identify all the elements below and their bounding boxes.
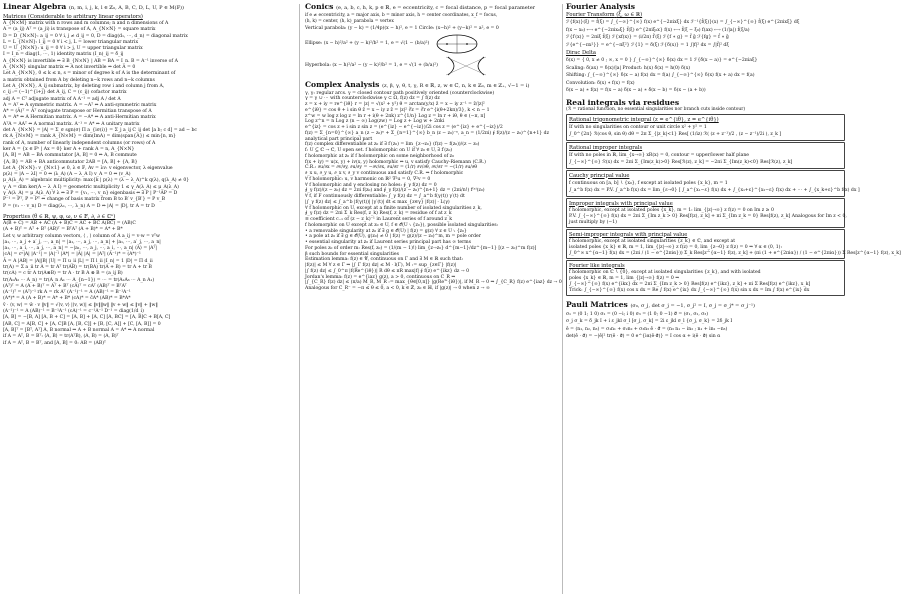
complex-line: z^w = w log z log z = ln r + i(θ + 2πk) z^{1/n} Log z = ln r + iθ, θ ∈ (−π, π] bbox=[305, 113, 486, 119]
complex-line: |f(z)| ≤ M ∀ z ∈ Γ ⇒ |∫_Γ f(z) dz| ≤ M · l(Γ), M := sup_{z∈Γ} |f(z)| bbox=[305, 263, 457, 268]
complex-line: |∫_{C_R} f(z) dz| ≤ (π/a) M_R, M_R := max_{θ∈[0,π]} |g(Re^{iθ})|, if M_R → 0 ⇒ ∫_{C_R} f(z) e^{iaz} dz → 0 bbox=[305, 280, 562, 286]
fourier-like-line: poles {x_k} ∈ ℝ, m = 1, lim_{|z|→∞} f(z) = 0 ⇒ bbox=[569, 275, 680, 281]
semi-line: f holomorphic, except at isolated singularities {z_k} ∈ ℂ, and except at bbox=[569, 238, 736, 244]
real-integrals-title: Real integrals via residues bbox=[566, 97, 680, 107]
semi-list bbox=[569, 238, 901, 257]
ellipse-diagram bbox=[435, 33, 479, 55]
complex-line: |∫_γ f(z) dz| ≤ ∫_a^b |f(γ(t))| |γ′(t)| dt ≤ max_{z∈γ} |f(z)| · L(γ) bbox=[305, 199, 450, 205]
conics-list bbox=[305, 25, 560, 33]
column-linear-algebra bbox=[3, 2, 293, 597]
box-trig bbox=[566, 114, 845, 141]
dirac-line: δ(x − a) ∗ f(x) = f(x − a) δ(x − a) ∗ δ(x − b) = δ(x − (a + b)) bbox=[566, 88, 706, 93]
matrices-list bbox=[3, 21, 293, 210]
properties-line: |cA| = cⁿ|A| |A⁻¹| = |A|⁻¹ |A*| = |Ā| |A| = |Aᵀ| (A⁻¹)* = (A*)⁻¹ bbox=[3, 252, 141, 258]
properties-list bbox=[3, 221, 293, 347]
properties-line: [A, B] = −[B, A] [A, B + C] = [A, B] + [A, C] [A, BC] = [A, B]C + B[A, C] bbox=[3, 315, 171, 321]
complex-line: e^{iz} = cos z + i sin z sin z = (e^{iz} − e^{−iz})/2i cos z = (e^{iz} + e^{−iz})/2 bbox=[305, 125, 503, 130]
complex-line: f: U ⊆ ℂ → ℂ, U open set. f holomorphic on U if ∀ z₀ ∈ U, ∃ f′(z₀) bbox=[305, 148, 453, 153]
complex-title: Complex Analysis bbox=[305, 79, 380, 89]
complex-line: Analogous for C_R⁻ = −π ≤ θ ≤ 0, a < 0, k ∈ ℤ, z₀ ∈ ℍ, if |g(z)| → 0 when z → ∞ bbox=[305, 286, 490, 291]
properties-line: if A = Aᵀ, B = Bᵀ, and [A, B] = 0: AB = (AB)ᵀ bbox=[3, 340, 106, 346]
pauli-line: ê = (n₁, n₂, n₃) = σ₁n₁ + σ₂n₂ + σ₃n₃ ê · σ⃗ = (n₃ n₁ − in₂ ; n₁ + in₂ −n₃) bbox=[566, 326, 728, 332]
complex-line: γ, γ: regular arcs. γ = closed contour path positively oriented (counterclockwise) bbox=[305, 90, 495, 96]
properties-line: Let v, w arbitrary column vectors, ⟨ , ⟩ column of A a_ij = v·w = vᵀw bbox=[3, 233, 160, 239]
improper-line: ∫_{−∞}^{∞} ℛ(x) dx = 2πi Σ_{Im(z_k)>0} Res[ℛ(z), z_k] = −2πi Σ_{Im(z_k)<0} Res[ℛ(z), z_k] bbox=[569, 160, 793, 165]
linear-algebra-title: Linear Algebra bbox=[3, 2, 67, 11]
conics-note-2: (h, k) = center, (h, k)_parabola = vertex bbox=[305, 19, 394, 24]
complex-line: e^{iθ} = cos θ + i sin θ z̄ = x − iy z z̄ = |z|² ∛z = ∛r e^{i(θ+2kπ)/3}, k < n − 1 bbox=[305, 107, 490, 113]
column-conics-complex bbox=[305, 2, 560, 597]
box-fourier-like bbox=[566, 260, 845, 296]
properties-line: |a₁, ⋯, a_i, ⋯, a_j, ⋯, a_n| = −|a₁, ⋯, a_j, ⋯, a_i, ⋯, a_n| ⟨A⟩ = |Aᵀ| bbox=[3, 246, 157, 252]
trig-subtitle bbox=[569, 117, 842, 124]
properties-subtitle bbox=[3, 214, 293, 221]
matrices-line: D = D_{N×N}: a_ij = 0 ∀ i, j ≠ d_ij = 0, D = diag(d₁, ⋯, d_n) = diagonal matrix bbox=[3, 33, 188, 39]
properties-vars: (θ ∈ ℝ, ψ, φ, ω, ν ∈ 𝔽, ∂, ∂ ∈ ℂⁿ) bbox=[32, 213, 116, 220]
properties-line: tr(A) = Σ a_ii tr A = tr Aᵀ tr(AB) = tr(BA) tr(A + B) = tr A + tr B bbox=[3, 264, 152, 270]
matrices-line: [A, B] = AB − BA commutator [A, B] = 0 ⇔ A, B commute bbox=[3, 153, 137, 159]
properties-line: [A, B]ᵀ = [Bᵀ, Aᵀ] A, B normal ⇒ A + B normal A = A* ⇒ A normal bbox=[3, 327, 155, 333]
matrices-line: A* = (Ā)ᵀ = Āᵀ conjugate transpose or Hermitian transpose of A bbox=[3, 109, 152, 115]
matrices-line: A = (a_ij) Aᵀ = (a_ji) is transpose of A, A_{N×N} = square matrix bbox=[3, 27, 156, 33]
fourier-list bbox=[566, 19, 845, 49]
matrices-line: P⁻¹ = Pᵀ, P = Pᵀ ⇔ change of basis matrix from B to B′ v_{B′} = P v_B bbox=[3, 197, 165, 203]
conics-vars: (e, a, b, c, h, k, p ∈ ℝ, e = eccentricity, c = focal distance, p = focal parameter bbox=[336, 5, 536, 11]
principal-line: f holomorphic, except at isolated poles {x_k}, m = 1: lim_{|z|→∞} z f(z) = 0 on Im z ≥ 0 bbox=[569, 207, 774, 213]
matrices-line: L = L_{N×N}: l_ij = 0 ∀ i < j, L = lower triangular matrix bbox=[3, 39, 139, 45]
properties-line: A(B + C) = AB + AC (A + B)C = AC + BC A(BC) = (AB)C bbox=[3, 220, 136, 226]
matrices-line: {A, B} = AB + BA anticommutator 2AB = [A, B] + {A, B} bbox=[3, 159, 138, 165]
matrices-line: Let A_{N×N}: v_{N×1} ≠ 0, λ ∈ 𝔽, Av = λv: v eigenvector, λ eigenvalue bbox=[3, 165, 173, 171]
fourier-subtitle: Fourier Transform bbox=[566, 12, 615, 18]
pauli-line: det(ê · σ⃗) = −|ê|² tr(ê · σ⃗) = 0 e^{iα(ê·σ⃗)} = I cos α + i(ê · σ⃗) sin α bbox=[566, 334, 721, 339]
properties-line: [AB, C] = A[B, C] + [A, C]B [A, [B, C]] + [B, [C, A]] + [C, [A, B]] = 0 bbox=[3, 321, 161, 327]
semi-subtitle: Semi-improper integrals with principal value bbox=[569, 231, 688, 238]
semi-line: ∫_0^∞ x^{α−1} f(x) dx = (2πi / (1 − e^{2πiα})) Σ_k Res[z^{α−1} f(z), z_k] + (πi (1 + e^{2πiα}) / (1 − e^{2πiα})) Σ Res[z^{α−1} f(z), x_k] bbox=[569, 250, 901, 256]
complex-line: • essential singularity at z₀ if Laurent series principal part has ∞ terms bbox=[305, 240, 471, 245]
complex-line: z = x + iy = re^{iθ} r = |z| = √(x² + y²) θ = arctan(y/x) z̄ = x − iy z⁻¹ = z̄/|z|² bbox=[305, 102, 485, 107]
matrices-line: μ_A(λ_A) = algebraic multiplicity: max{k | p(λ) = (λ − λ_A)^k q(λ), q(λ_A) ≠ 0} bbox=[3, 178, 190, 184]
section-title-complex bbox=[305, 80, 560, 91]
hyperbola-row bbox=[305, 55, 560, 77]
section-title-linear-algebra bbox=[3, 2, 293, 13]
column-fourier bbox=[566, 2, 901, 597]
box-principal bbox=[566, 198, 845, 228]
trig-note: (z = e^{iθ}, z = e^{iθ}) bbox=[653, 116, 719, 123]
matrices-line: c_ij := (−1)^{i+j} det A_ij, C = (c_ij) cofactor matrix bbox=[3, 90, 127, 96]
improper-list bbox=[569, 152, 842, 167]
ellipse-formula: Ellipse: (x − h)²/a² + (y − k)²/b² = 1, e = √(1 − (b/a)²) bbox=[305, 40, 430, 46]
complex-line: ∀ f holomorphic: u, v harmonic on ℝ² ∇²u = 0, ∇²v = 0 bbox=[305, 176, 431, 182]
matrices-line: U = U_{N×N}: u_ij = 0 ∀ i > j, U = upper triangular matrix bbox=[3, 46, 143, 52]
fourier-line: ℱ{f(x)}(ξ) = f̂(ξ) = ∫_{−∞}^{∞} f(x) e^{−2πixξ} dx ℱ⁻¹{f̂(ξ)}(x) = ∫_{−∞}^{∞} f̂(ξ) e^{2πixξ} dξ bbox=[566, 20, 800, 25]
complex-line: f holomorphic at z₀ if f holomorphic on some neighborhood of z₀ bbox=[305, 153, 454, 159]
column-divider bbox=[299, 4, 300, 594]
fourier-like-line: Trick: ∫_{−∞}^{∞} f(x) cos x dx = Re ∫ f(x) e^{ix} dx ∫_{−∞}^{∞} f(x) sin x dx = Im ∫ f(x) e^{ix} dx bbox=[569, 287, 810, 293]
complex-line: C.R.: ∂u/∂x = ∂v/∂y, ∂u/∂y = −∂v/∂x, ∂u/∂r = (1/r) ∂v/∂θ, ∂v/∂r = −(1/r) ∂u/∂θ bbox=[305, 165, 477, 171]
pauli-title: Pauli Matrices bbox=[566, 299, 628, 309]
matrices-line: A = Aᵀ ⇔ A symmetric matrix. A = −Aᵀ ⇔ A anti-symmetric matrix bbox=[3, 102, 157, 108]
fourier-line: ℱ{f′(x)} = 2πiξ f̂(ξ) ℱ{xf(x)} = (i/2π) f̂′(ξ) ℱ{f ∗ g} = f̂ ĝ ℱ{fg} = f̂ ∗ ĝ bbox=[566, 35, 729, 40]
matrices-line: adj A = Cᵀ adjugate matrix of A A⁻¹ = adj A / det A bbox=[3, 96, 121, 102]
pauli-list bbox=[566, 311, 845, 341]
complex-line: f(z) complex differentiable at z₀ if ∃ f′(z₀) = lim_{z→z₀} (f(z) − f(z₀))/(z − z₀) bbox=[305, 142, 480, 148]
dirac-subtitle: Dirac Delta bbox=[566, 50, 597, 56]
complex-line: ∀ f holomorphic on U, except at a finite number of isolated singularities z_k, bbox=[305, 205, 482, 211]
complex-line: Jordan's lemma: f(z) = e^{iaz} g(z), a > 0, continuous on C_R ⇒ bbox=[305, 274, 456, 280]
hyperbola-diagram bbox=[444, 55, 488, 77]
fourier-like-line: f holomorphic on ℂ ∖ {0}, except at isolated singularities {z_k}, and with isolated bbox=[569, 269, 761, 275]
fourier-like-line: ∫_{−∞}^{∞} f(x) e^{ikx} dx = 2πi Σ_{Im z_k > 0} Res[f(z) e^{ikz}, z_k] + πi Σ Res[f(z) e^{ikz}, x_k] bbox=[569, 281, 811, 287]
dirac-line: Scaling: δ(ax) = δ(x)/|a| Product: h(x) δ(x) = h(0) δ(x) bbox=[566, 65, 691, 71]
matrices-line: a matrix obtained from A by deleting n−k rows and n−k columns bbox=[3, 77, 155, 83]
real-integrals-note: (ℛ = rational function, no essential singularities nor branch cuts inside contour) bbox=[566, 106, 746, 112]
matrices-subtitle: Matrices (Considerable to arbitrary linear operators) bbox=[3, 14, 143, 20]
properties-line: (A*)* = A (A + B)* = A* + B* (cA)* = c̄A* (AB)* = B*A* bbox=[3, 296, 131, 302]
dirac-list bbox=[566, 57, 845, 95]
parabola-formula: Vertical parabola: (y − k) = (1/4p)(x − h)², e = 1 Circle: (x−h)² + (y−k)² = a², e = 0 bbox=[305, 26, 499, 31]
fourier-line: ℱ{e^{−πx²}} = e^{−πξ²} ℱ{1} = δ(ξ) ℱ{δ(x)} = 1 ∫|f|² dx = ∫|f̂|² dξ bbox=[566, 42, 729, 48]
linear-algebra-vars: (n, m, i, j, k, l ∈ ℤ₀, A, B, C, D, L, U, P ∈ M(𝔽)) bbox=[68, 5, 184, 11]
cauchy-subtitle: Cauchy principal value bbox=[569, 172, 630, 179]
complex-line: f holomorphic on U except at z₀ ∈ U, f ∈ 𝒪(U ∖ {z₀}), possible isolated singularities: bbox=[305, 222, 499, 228]
cauchy-line: ∫_a^b f(x) dx = P.V. ∫_a^b f(x) dx = lim_{ε→0} [ ∫_a^{x₁−ε} f(x) dx + ∫_{x₁+ε}^{x₂−ε} f(x) dx + ⋯ + ∫_{x_k+ε}^b f(x) dx ] bbox=[569, 188, 860, 193]
matrices-line: Let A_{N×N}, 0 ≤ k ≤ n, s = minor of degree k of A is the determinant of bbox=[3, 71, 176, 77]
complex-line: ≡ coefficient c₋₁ of (z − z_k)⁻¹ in Laurent series of f around z_k bbox=[305, 217, 453, 222]
column-divider bbox=[562, 4, 563, 594]
principal-line: P.V. ∫_{−∞}^{∞} f(x) dx = 2πi Σ_{Im z_k > 0} Res[f(z), z_k] + πi Σ_{Im z_k = 0} Res[f(z), z_k] Analogous for Im z < 0, bbox=[569, 213, 847, 219]
box-cauchy bbox=[566, 170, 860, 197]
fourier-vars: (ξ, ω ∈ ℝ) bbox=[616, 12, 643, 18]
complex-line: Estimation lemma: f(z) ∈ 𝒞, continuous on Γ and ∃ M ∈ ℝ such that: bbox=[305, 257, 464, 263]
dirac-line: δ(x) = { 0, x ≠ 0 ; ∞, x = 0 } ∫_{−∞}^{∞} δ(x) dx = 1 ℱ{δ(x − a)} = e^{−2πiaξ} bbox=[566, 58, 758, 63]
properties-title: Properties bbox=[3, 213, 31, 220]
principal-list bbox=[569, 207, 847, 226]
properties-line: (A + B)ᵀ = Aᵀ + Bᵀ (AB)ᵀ = BᵀAᵀ (A + B)* = A* + B* bbox=[3, 227, 123, 233]
properties-line: (A⁻¹)ᵀ = (Aᵀ)⁻¹ rk A = rk Aᵀ (A⁻¹)⁻¹ = A (AB)⁻¹ = B⁻¹A⁻¹ bbox=[3, 290, 131, 296]
conics-title: Conics bbox=[305, 2, 334, 11]
trig-title: Rational trigonometric integral bbox=[569, 116, 652, 123]
fourier-line: f(x − x₀) ⟷ e^{−2πix₀ξ} f̂(ξ) e^{2πiξ₀x} f(x) ⟷ f̂(ξ − ξ₀) f(ax) ⟷ (1/|a|) f̂(ξ/a) bbox=[566, 27, 750, 33]
box-improper bbox=[566, 142, 845, 169]
trig-line: ∫_0^{2π} ℛ(cos θ, sin θ) dθ = 2π Σ_{|z_k|<1} Res[ (1/iz) ℛ( (z + z⁻¹)/2 , (z − z⁻¹)/2i ), z_k ] bbox=[569, 132, 782, 137]
cauchy-line: f continuous on [a, b] ∖ {x₀}, f except at isolated poles {x_k}, m = 1 bbox=[569, 180, 728, 186]
matrices-line: Let A_{N×N}, A_ij submatrix, by deleting row i and column j from A, bbox=[3, 83, 165, 89]
matrices-line: A = A* ⇔ A Hermitian matrix. A = −A* ⇔ A anti-Hermitian matrix bbox=[3, 115, 156, 121]
cauchy-list bbox=[569, 180, 860, 195]
matrices-line: I = I_n = diag(1, ⋯, 1) identity matrix (I_n)_ij = δ_ij bbox=[3, 52, 124, 58]
complex-line: ∀ f holomorphic and γ enclosing no holes: ∮_γ f(z) dz = 0 bbox=[305, 182, 437, 188]
complex-line: |∫ f(z) dz| ≤ ∫_0^π |f(Re^{iθ})| R dθ ≤ πR max|f| ∮ f(z) e^{ikz} dz → 0 bbox=[305, 268, 470, 274]
fourier-like-list bbox=[569, 270, 842, 294]
complex-line: ∮_γ f(z) dz = 2πi Σ_k Res(f, z_k) Res(f, z_k) = residue of f at z_k bbox=[305, 211, 452, 217]
pauli-vars: (σ₀, σ_j, det σ_j = −1, σ_j² = I, σ_j = σ_j* = σ_j⁻¹) bbox=[630, 302, 756, 309]
complex-line: ∀ f, if F continuously differentiable: ∫_γ f(z) dz = ∫_a^b f(γ(t)) γ′(t) dt bbox=[305, 194, 465, 199]
fourier-title: Fourier Analysis bbox=[566, 2, 635, 11]
matrices-line: det A_{N×N} = |A| = Σ_σ sgn(σ) Π a_{iσ(i)} = Σ_j a_ij C_ij det [a b; c d] = ad − bc bbox=[3, 128, 198, 134]
matrices-line: AᵀA = AAᵀ ⇔ A normal matrix. A⁻¹ = A* ⇔ A unitary matrix bbox=[3, 121, 140, 127]
fourier-like-subtitle: Fourier like integrals bbox=[569, 262, 625, 269]
properties-line: v̄ · ⟨v, w⟩ = w̄ · v ‖v‖ = √⟨v, v⟩ |⟨v, w⟩| ≤ ‖v‖‖w‖ ‖v + w‖ ≤ ‖v‖ + ‖w‖ bbox=[3, 302, 158, 308]
properties-line: Ā = A |AB| = |A||B| |U| = Π u_ii |L| = Π l_ii |I_n| = 1 |D| = Π d_ii bbox=[3, 258, 153, 264]
complex-list bbox=[305, 91, 560, 292]
ellipse-row bbox=[305, 33, 560, 55]
complex-line: analytical part principal part bbox=[305, 136, 373, 142]
matrices-line: A_{N×M} matrix with n rows and m columns; n and n dimensions of A bbox=[3, 21, 169, 26]
properties-line: (Aᵀ)ᵀ = A (A + B)ᵀ = Aᵀ + Bᵀ (cA)ᵀ = cAᵀ (AB)ᵀ = BᵀAᵀ bbox=[3, 283, 127, 289]
complex-vars: (z, β, γ, θ, t, γ, R ∈ ℝ, z, w ∈ ℂ, n, k ∈ ℤ₀, m ∈ ℤ₊, √−1 = i) bbox=[382, 82, 530, 89]
section-title-pauli bbox=[566, 300, 845, 311]
properties-line: tr(A₁A₂ ⋯ A_n) = tr(A_n A₁ ⋯ A_{n−1}) = ⋯ = tr(A₂A₃ ⋯ A_n A₁) bbox=[3, 277, 155, 283]
matrices-line: rk A_{N×M} = rank A_{N×M} = dim(ImA) = dim(span{A}) ≤ min{n, m} bbox=[3, 134, 176, 140]
pauli-line: σ₁ = (0 1; 1 0) σ₂ = (0 −i; i 0) σ₃ = (1 0; 0 −1) σ⃗ = (σ₁, σ₂, σ₃) bbox=[566, 311, 709, 317]
matrices-line: A_{N×N} is invertible ⇔ ∃ B_{N×N} | AB = BA = I_n. B = A⁻¹ inverse of A bbox=[3, 58, 178, 64]
pauli-line: σ_j σ_k = δ_jk I + i ε_jkl σ_l [σ_j, σ_k] = 2i ε_jkl σ_l {σ_j, σ_k} = 2δ_jk I bbox=[566, 319, 733, 324]
properties-line: (A⁻¹)⁻¹ = A (AB)⁻¹ = B⁻¹A⁻¹ (cA)⁻¹ = c⁻¹A⁻¹ D⁻¹ = diag(1/d_i) bbox=[3, 309, 144, 315]
complex-line: • a removable singularity at z₀ if ∃ g ∈ 𝒪(U) | f(z) = g(z) ∀ z ∈ U ∖ {z₀} bbox=[305, 228, 467, 234]
dirac-line: Convolution: δ(x) ∗ f(x) = f(x) bbox=[566, 80, 635, 86]
improper-subtitle: Rational improper integrals bbox=[569, 144, 643, 151]
hyperbola-formula: Hyperbola: (x − h)²/a² − (y − k)²/b² = 1, e = √(1 + (b/a)²) bbox=[305, 62, 438, 68]
complex-line: For poles z₀ of order m: Res(f, z₀) = (1/(m − 1)!) lim_{z→z₀} d^{m−1}/dz^{m−1} [(z − z₀)^m f(z)] bbox=[305, 245, 537, 251]
complex-line: γ = γ ∪ ⋯ with counterclockwise γ ⊂ Ω, f(z) dz = ∫ f(z) dz bbox=[305, 96, 440, 102]
matrices-line: P = (v₁ ⋯ v_n) D = diag(λ₁, ⋯, λ_n) A = D ⇔ |A| = |D|, tr A = tr D bbox=[3, 203, 155, 209]
complex-line: f(x + iy) = u(x, y) + iv(x, y) holomorphic ⇔ u, v satisfy Cauchy-Riemann (C.R.) bbox=[305, 159, 486, 165]
matrices-line: rank of A, number of linearly independent columns (or rows) of A bbox=[3, 140, 156, 146]
principal-line: just multiply by (−1) bbox=[569, 219, 617, 225]
matrices-line: p(λ) = |A − λI| = 0 ⇔ (λ_A) (A − λ_A I) v_A = 0 ⇔ (v_A) bbox=[3, 172, 131, 178]
ellipse-formula-list bbox=[305, 40, 429, 48]
matrices-line: ker A = {x ∈ 𝔽ⁿ | Ax = 0} ker A + rank A = n, A_{N×N} bbox=[3, 146, 135, 152]
complex-line: • a pole at z₀ if ∃ g ∈ 𝒪(U), g(z₀) ≠ 0 | f(z) = g(z)/(z − z₀)^m, m = pole order bbox=[305, 234, 481, 240]
conics-note-1: if e ≠ eccentricity, a = major axis, b = minor axis, h = center coordinates, x_f = focus, bbox=[305, 13, 498, 18]
matrices-line: γ_A(λ_A) = μ_A(λ_A) ∀ λ ⇔ ∃ P = {v₁, ⋯, v_n} eigenbasis ⇔ ∃ P | P⁻¹AP = D bbox=[3, 191, 178, 197]
box-semi bbox=[566, 229, 901, 259]
complex-line: f(z) = Σ_{n=0}^{∞} a_n (z − z₀)ⁿ + Σ_{n=1}^{∞} b_n (z − z₀)⁻ⁿ, a_n = (1/2πi) ∮ f(z)/(z − z₀)^{n+1} dz bbox=[305, 130, 550, 136]
properties-line: if A = Aᵀ, B = Bᵀ: ⟨A, B⟩ = tr(AᵀB), (A, B) = (A, B)ᵀ bbox=[3, 334, 119, 340]
properties-line: tr(cA) = c tr A tr(A⊗B) = tr A · tr B A ⊗ B = (a_ij B) bbox=[3, 271, 123, 277]
complex-line: ∮_γ f(z)/(z − z₀) dz = 2πi f(z₀) and ∮_γ f(z)/(z − z₀)^{n+1} dz = (2πi/n!) f⁽ⁿ⁾(z₀) bbox=[305, 188, 485, 194]
section-title-conics bbox=[305, 2, 560, 13]
principal-subtitle: Improper integrals with principal value bbox=[569, 200, 673, 207]
improper-line: If with no poles in ℝ, lim_{x→∞} xR(x) = 0, contour = upper/lower half plane bbox=[569, 152, 749, 158]
fourier-transform-subtitle bbox=[566, 12, 845, 19]
complex-line: ∂_x u, ∂_y u, ∂_x v, ∂_y v continuous and satisfy C.R. ⇒ f holomorphic bbox=[305, 171, 464, 176]
trig-list bbox=[569, 124, 842, 139]
dirac-line: Shifting: ∫_{−∞}^{∞} δ(x − a) f(x) dx = f(a) ∫_{−∞}^{∞} δ(x) f(x + a) dx = f(a) bbox=[566, 73, 755, 78]
matrices-line: A_{N×N} singular matrix ⇔ A not invertible ⇔ det A = 0 bbox=[3, 65, 136, 71]
matrices-line: γ_A = dim ker(A − λ_A I) = geometric multiplicity 1 ≤ γ_A(λ_A) ≤ μ_A(λ_A) bbox=[3, 184, 179, 190]
complex-line: Log z^n = n Log z (n − ∞) Log(zw) = Log z + Log w + 2πki bbox=[305, 119, 445, 125]
hyperbola-formula-list bbox=[305, 62, 438, 70]
semi-line: isolated poles {x_k} ∈ ℝ, m = 1, lim_{|z|→∞} z f(z) = 0, lim_{z→0} z f(z) = 0 ⇒ ∀ α ∈ (0, 1): bbox=[569, 244, 782, 250]
trig-line: If with no singularities on contour or unit circle x² + y² = 1 bbox=[569, 124, 707, 130]
properties-line: |a₁, ⋯, a_j + a′_j, ⋯, a_n| = |a₁, ⋯, a_j, ⋯, a_n| + |a₁, ⋯, a′_j, ⋯, a_n| bbox=[3, 239, 161, 245]
complex-line: β such bounds for essential singularities bbox=[305, 251, 399, 257]
